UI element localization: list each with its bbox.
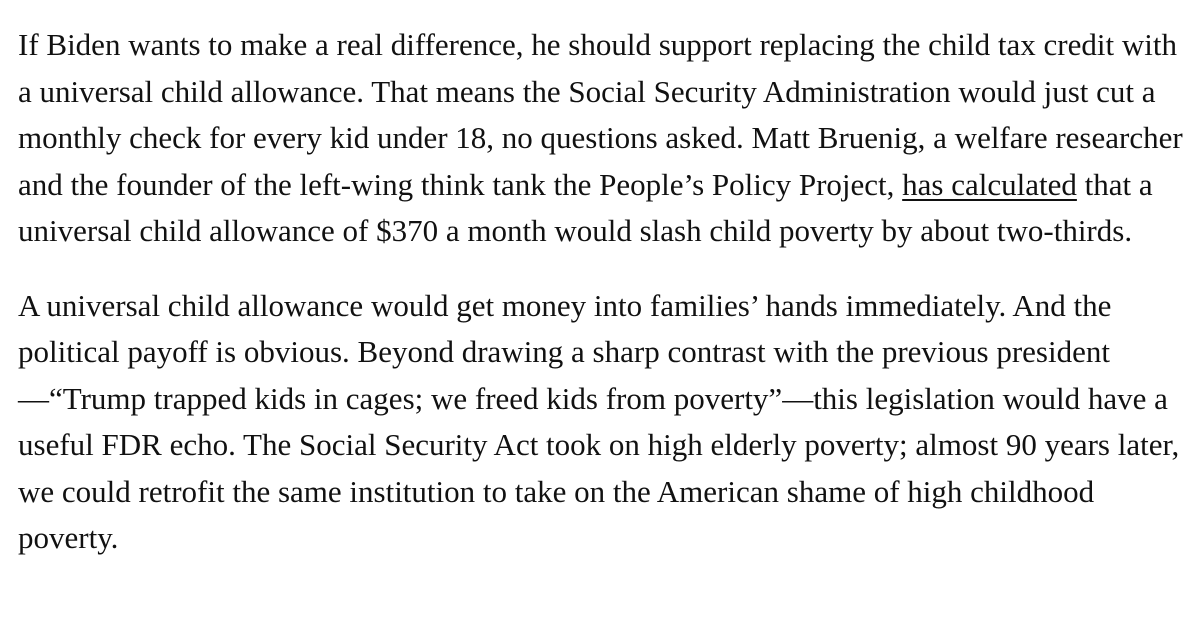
paragraph-1 [18,22,1188,255]
paragraph-2: A universal child allowance would get money into families’ hands immediately. And the political payoff is obvious. Beyond drawing a sharp contrast with the previous president —“Trump trapped kids in cages; we freed kids from poverty”—this legislation would have a useful FDR echo. The Social Security Act took on high elderly poverty; almost 90 years later, we could retrofit the same institution to take on the American shame of high childhood poverty. [18,287,1180,555]
paragraph-1-text-start: If Biden wants to make a real difference, he should support replacing the child tax credit with a universal child allowance. That means the Social Security Administration would just cut a monthly check for every kid under 18, no questions asked. Matt Bruenig, a welfare researcher and the founder of the left-wing think tank the People’s Policy Project, [18,27,1183,202]
has-calculated-link[interactable]: has calculated [902,166,1077,202]
paragraph-1-text-end: that a universal child allowance of $370 a month would slash child poverty by about two-thirds. [18,166,1153,248]
article-body [18,22,1188,562]
